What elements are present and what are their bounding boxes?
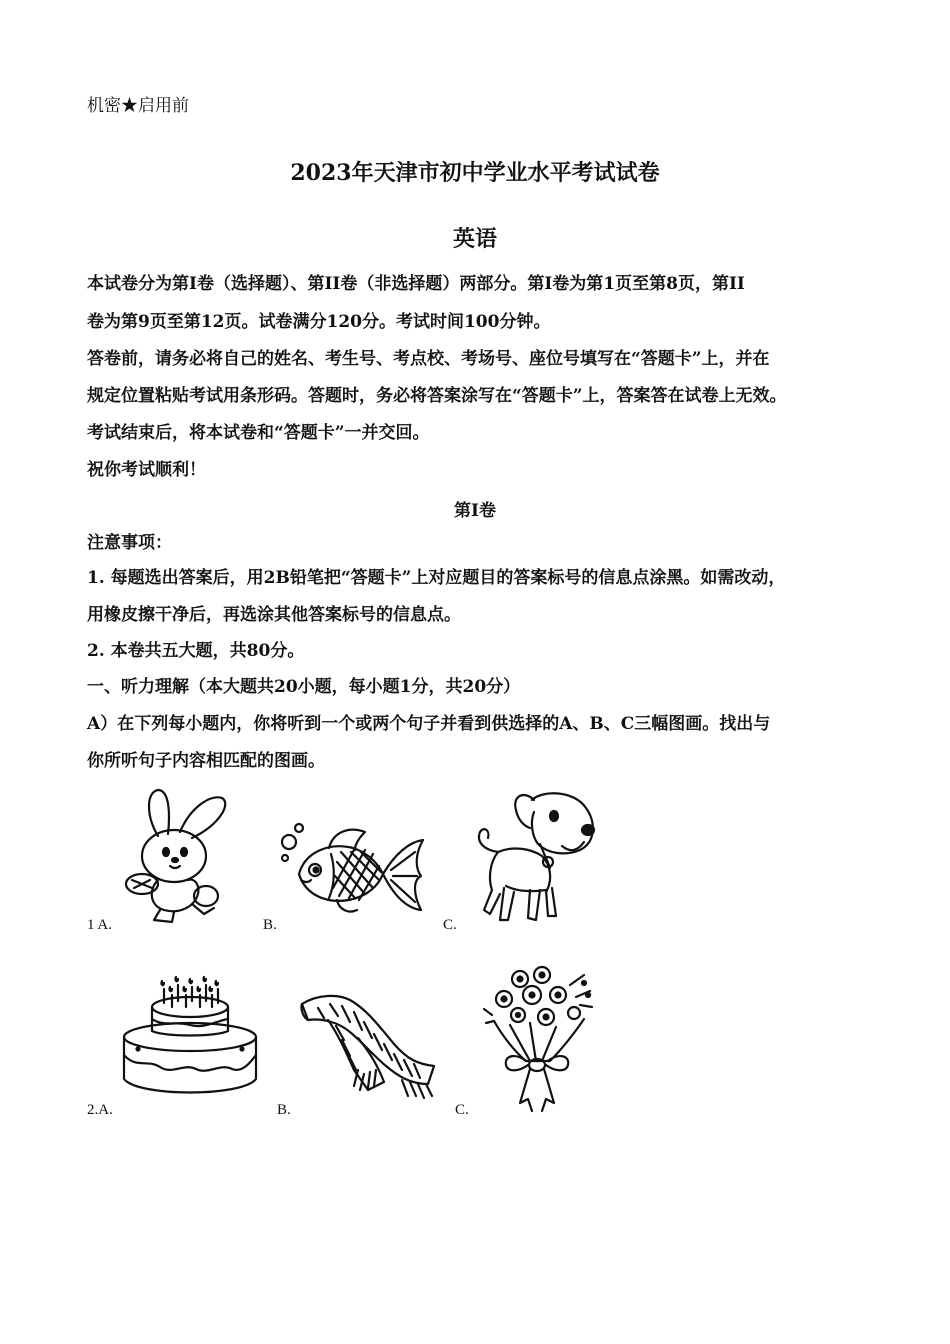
intro-line-4: 规定位置粘贴考试用条形码。答题时，务必将答案涂写在“答题卡”上，答案答在试卷上无效。: [87, 386, 787, 406]
q1-option-c-label: C.: [443, 917, 457, 933]
listening-heading: 一、听力理解（本大题共20小题，每小题1分，共20分）: [87, 677, 521, 697]
subject-title: 英语: [452, 226, 497, 252]
fish-icon: [275, 818, 425, 918]
intro-line-6: 祝你考试顺利！: [87, 460, 206, 480]
rabbit-icon: [118, 786, 243, 928]
confidential-mark: 机密★启用前: [87, 96, 189, 116]
exam-title: 2023年天津市初中学业水平考试试卷: [290, 160, 660, 186]
listening-instructions-line-2: 你所听句子内容相匹配的图画。: [87, 751, 325, 771]
birthday-cake-icon: [118, 975, 260, 1101]
q1-option-a-label: 1 A.: [87, 917, 113, 933]
intro-line-3: 答卷前，请务必将自己的姓名、考生号、考点校、考场号、座位号填写在“答题卡”上，并在: [87, 349, 770, 369]
intro-line-5: 考试结束后，将本试卷和“答题卡”一并交回。: [87, 423, 430, 443]
section-title: 第I卷: [454, 501, 496, 521]
notes-item-2: 2. 本卷共五大题，共80分。: [87, 641, 305, 661]
q2-option-c-label: C.: [455, 1102, 469, 1118]
q1-option-b-label: B.: [263, 917, 277, 933]
flower-bouquet-icon: [480, 965, 595, 1113]
notes-item-1-line-1: 1. 每题选出答案后，用2B铅笔把“答题卡”上对应题目的答案标号的信息点涂黑。如需改动，: [87, 568, 786, 588]
notes-heading: 注意事项：: [87, 533, 172, 553]
scarf-icon: [298, 990, 438, 1100]
notes-item-1-line-2: 用橡皮擦干净后，再选涂其他答案标号的信息点。: [87, 605, 461, 625]
dog-icon: [462, 786, 604, 928]
q2-option-a-label: 2.A.: [87, 1102, 113, 1118]
intro-line-1: 本试卷分为第I卷（选择题）、第II卷（非选择题）两部分。第I卷为第1页至第8页，第II: [87, 274, 745, 294]
intro-line-2: 卷为第9页至第12页。试卷满分120分。考试时间100分钟。: [87, 312, 551, 332]
listening-instructions-line-1: A）在下列每小题内，你将听到一个或两个句子并看到供选择的A、B、C三幅图画。找出与: [87, 714, 771, 734]
q2-option-b-label: B.: [277, 1102, 291, 1118]
